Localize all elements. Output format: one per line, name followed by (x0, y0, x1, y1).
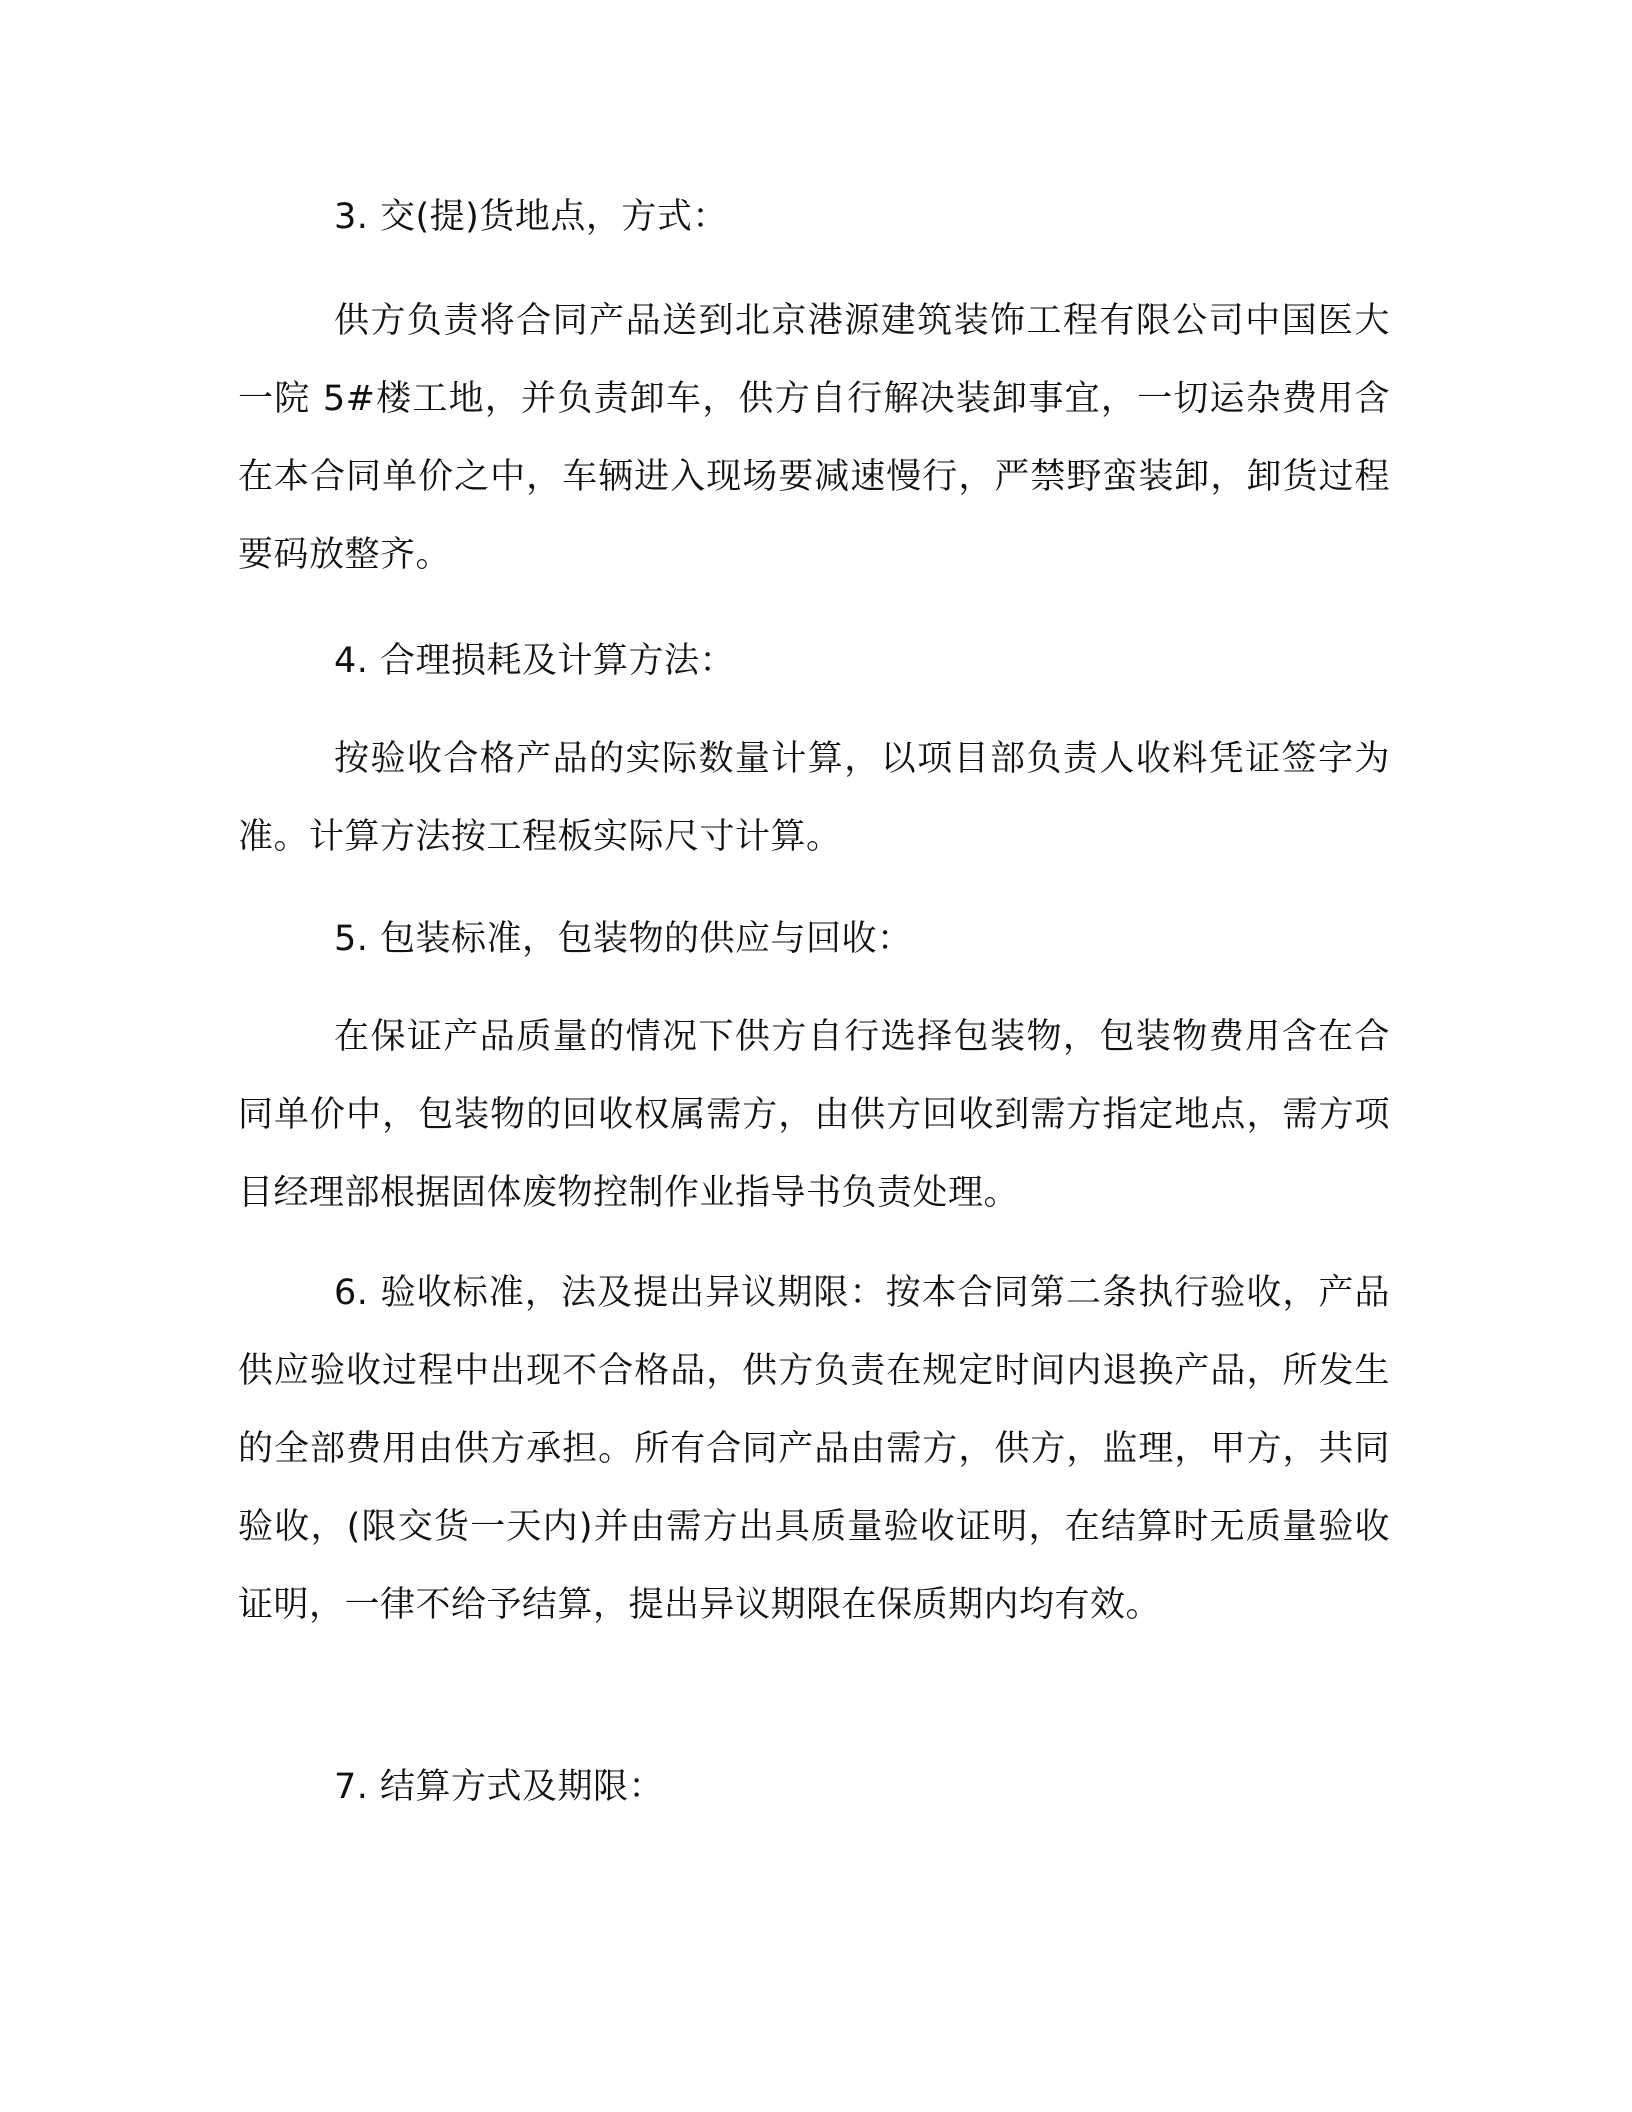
section-5-body: 在保证产品质量的情况下供方自行选择包装物，包装物费用含在合同单价中，包装物的回收权属需方，由供方回收到需方指定地点，需方项目经理部根据固体废物控制作业指导书负责处理。 (238, 1017, 1390, 1213)
section-6-paragraph: 6. 验收标准，法及提出异议期限：按本合同第二条执行验收，产品供应验收过程中出现不合格品，供方负责在规定时间内退换产品，所发生的全部费用由供方承担。所有合同产品由需方，供方，监理，甲方，共同验收，(限交货一天内)并由需方出具质量验收证明，在结算时无质量验收证明，一律不给予结算，提出异议期限在保质期内均有效。 (238, 1273, 1390, 1625)
section-3-heading: 3. 交(提)货地点，方式： (334, 197, 728, 237)
section-4-body: 按验收合格产品的实际数量计算，以项目部负责人收料凭证签字为准。计算方法按工程板实际尺寸计算。 (238, 739, 1390, 857)
section-4-heading: 4. 合理损耗及计算方法： (334, 641, 736, 681)
section-5-heading: 5. 包装标准，包装物的供应与回收： (334, 919, 913, 959)
section-3-body: 供方负责将合同产品送到北京港源建筑装饰工程有限公司中国医大一院 5#楼工地，并负责卸车，供方自行解决装卸事宜，一切运杂费用含在本合同单价之中，车辆进入现场要减速慢行，严禁野蛮装卸，卸货过程要码放整齐。 (238, 301, 1390, 575)
section-7-heading: 7. 结算方式及期限： (334, 1767, 665, 1807)
